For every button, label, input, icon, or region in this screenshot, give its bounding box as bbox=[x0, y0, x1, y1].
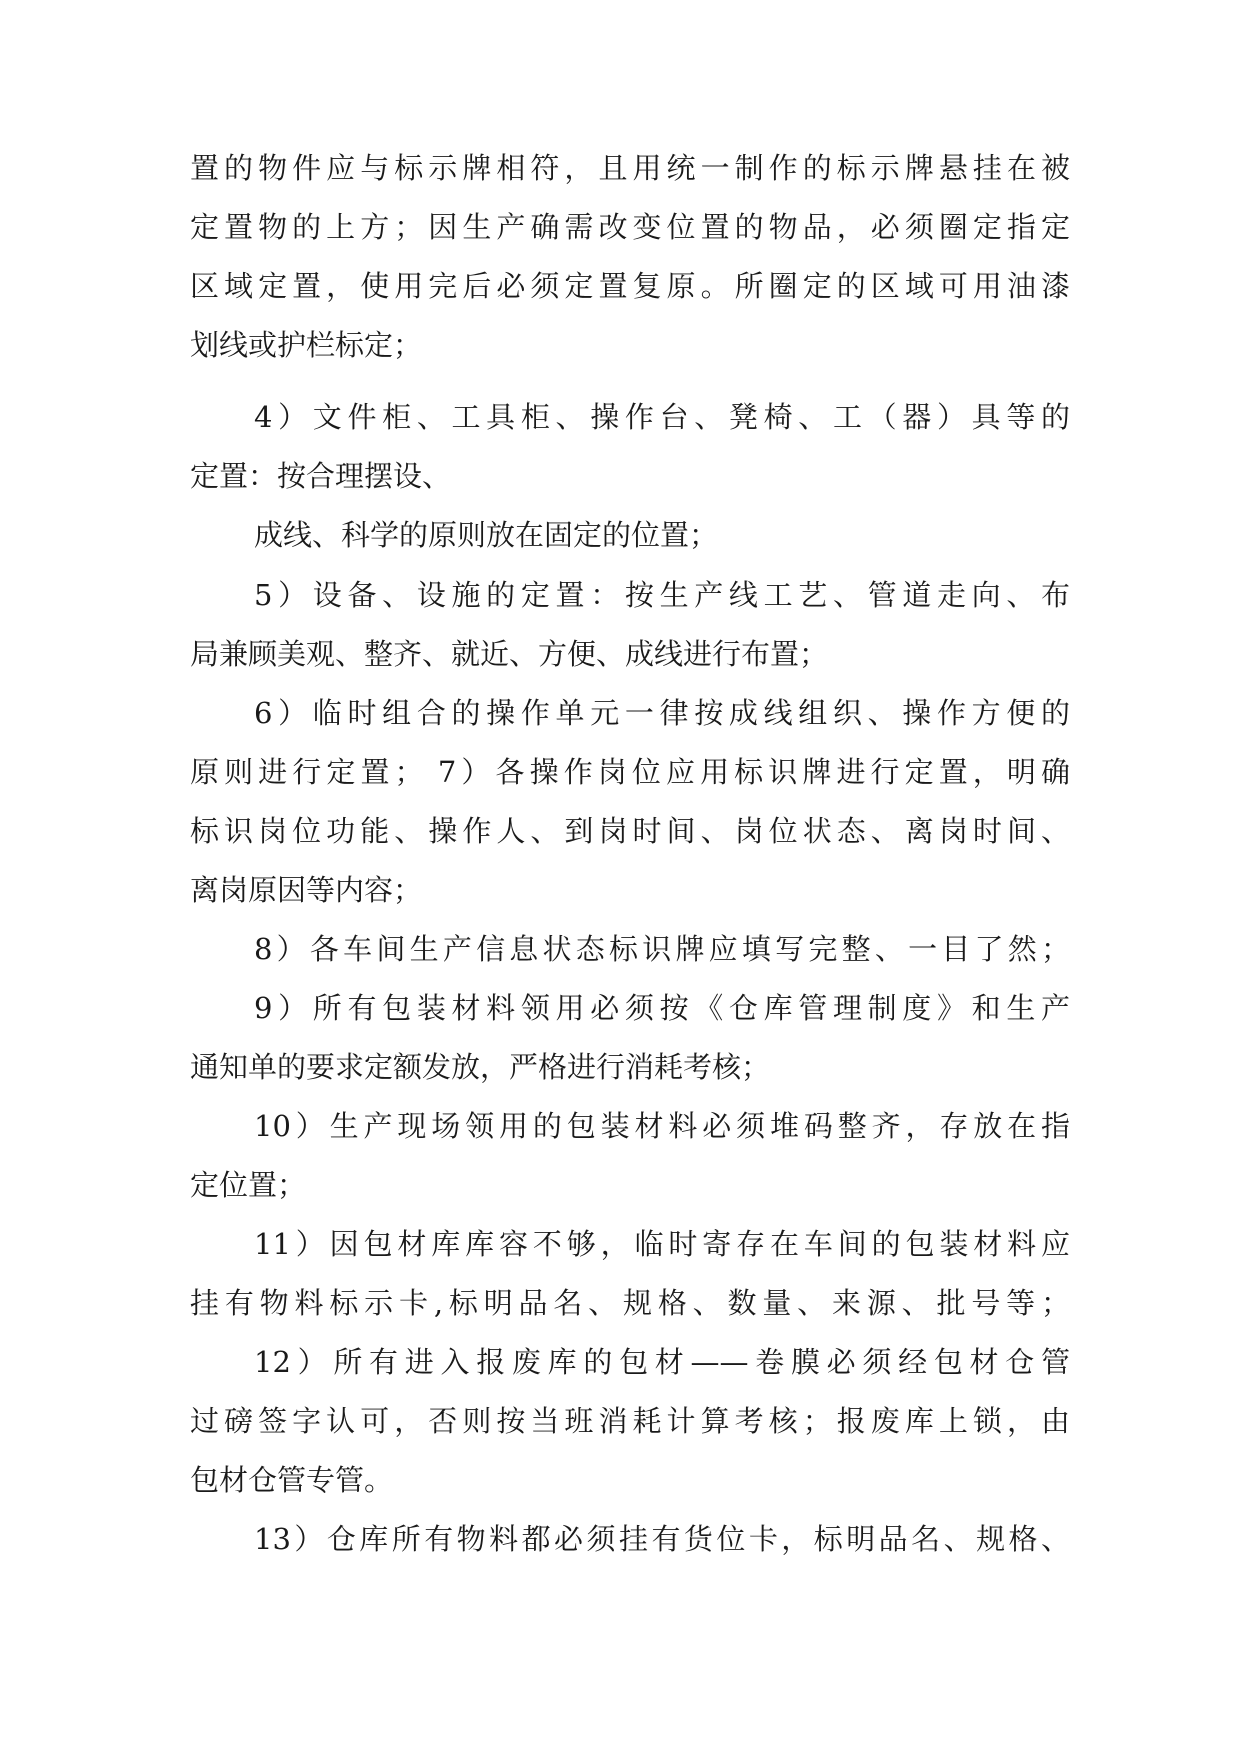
text-line: 通知单的要求定额发放，严格进行消耗考核； bbox=[190, 1050, 771, 1084]
text-line: 区域定置，使用完后必须定置复原。所圈定的区域可用油漆 bbox=[190, 269, 1070, 303]
text-line: 标识岗位功能、操作人、到岗时间、岗位状态、离岗时间、 bbox=[190, 814, 1070, 848]
text-line: 局兼顾美观、整齐、就近、方便、成线进行布置； bbox=[190, 637, 829, 671]
text-line: 12）所有进入报废库的包材——卷膜必须经包材仓管 bbox=[254, 1345, 1070, 1379]
text-line: 8）各车间生产信息状态标识牌应填写完整、一目了然； bbox=[254, 932, 1070, 966]
text-line: 离岗原因等内容； bbox=[190, 873, 423, 907]
text-line: 包材仓管专管。 bbox=[190, 1463, 394, 1497]
text-line: 定置：按合理摆设、 bbox=[190, 459, 452, 493]
text-line: 4）文件柜、工具柜、操作台、凳椅、工（器）具等的 bbox=[254, 400, 1070, 434]
text-line: 置的物件应与标示牌相符，且用统一制作的标示牌悬挂在被 bbox=[190, 151, 1070, 185]
text-line: 原则进行定置； 7）各操作岗位应用标识牌进行定置，明确 bbox=[190, 755, 1070, 789]
text-line: 11）因包材库库容不够，临时寄存在车间的包装材料应 bbox=[254, 1227, 1070, 1261]
text-line: 13）仓库所有物料都必须挂有货位卡，标明品名、规格、 bbox=[254, 1522, 1070, 1556]
text-line: 划线或护栏标定； bbox=[190, 328, 423, 362]
text-line: 10）生产现场领用的包装材料必须堆码整齐，存放在指 bbox=[254, 1109, 1070, 1143]
text-line: 9）所有包装材料领用必须按《仓库管理制度》和生产 bbox=[254, 991, 1070, 1025]
text-line: 过磅签字认可，否则按当班消耗计算考核；报废库上锁，由 bbox=[190, 1404, 1070, 1438]
text-line: 定置物的上方；因生产确需改变位置的物品，必须圈定指定 bbox=[190, 210, 1070, 244]
text-line: 成线、科学的原则放在固定的位置； bbox=[254, 518, 719, 552]
text-line: 挂有物料标示卡,标明品名、规格、数量、来源、批号等； bbox=[190, 1286, 1070, 1320]
text-line: 5）设备、设施的定置：按生产线工艺、管道走向、布 bbox=[254, 578, 1070, 612]
text-line: 6）临时组合的操作单元一律按成线组织、操作方便的 bbox=[254, 696, 1070, 730]
text-line: 定位置； bbox=[190, 1168, 307, 1202]
